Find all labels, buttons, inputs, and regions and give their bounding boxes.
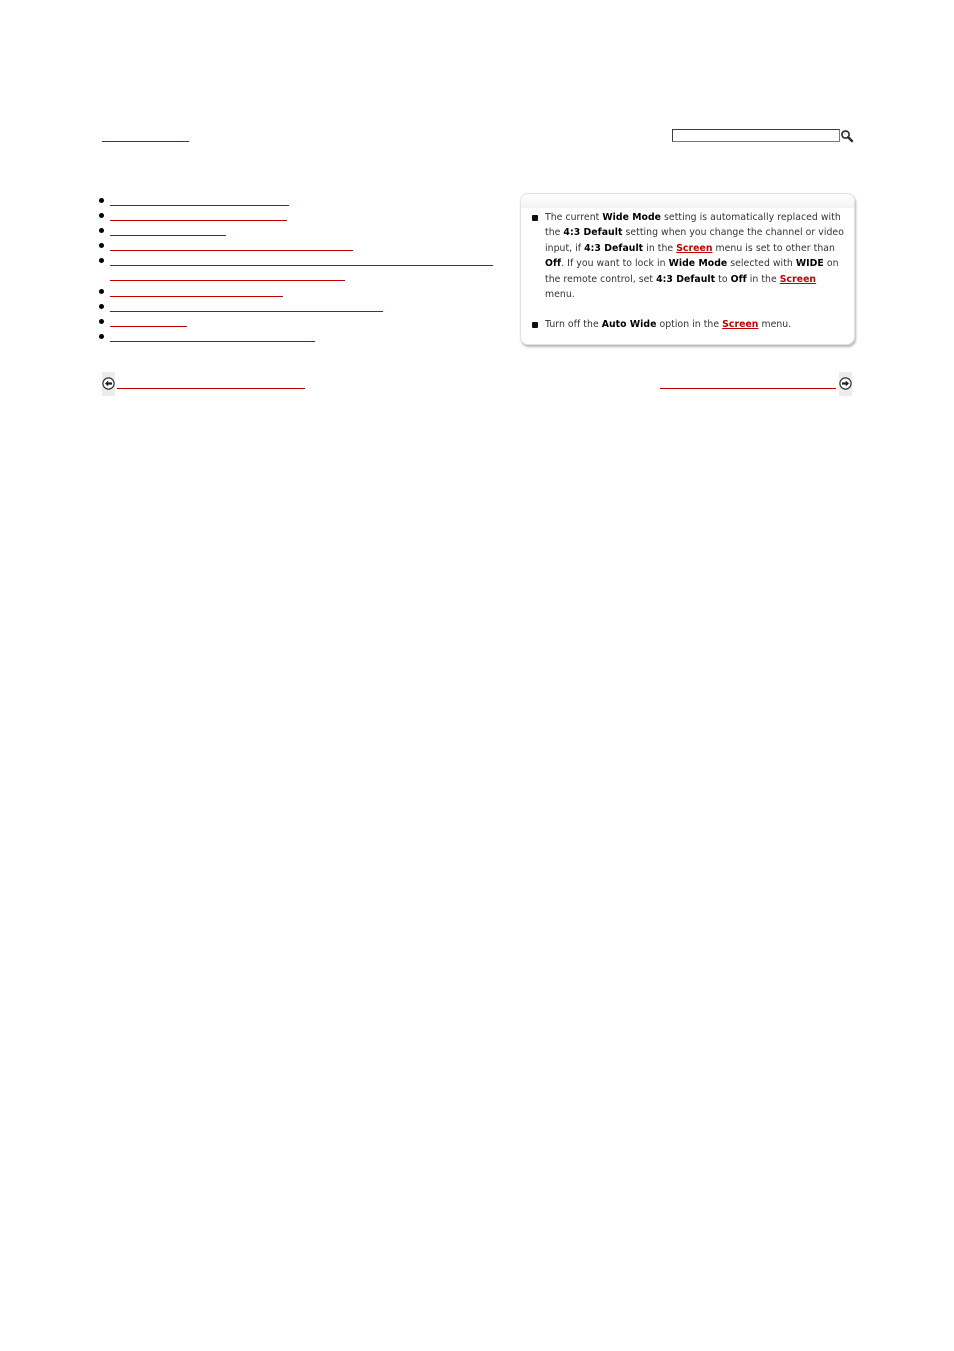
tip-item [545,317,845,332]
list-item [97,300,493,315]
related-link[interactable] [110,254,493,266]
tip-box-header [521,194,854,208]
tip-bold: 4:3 Default [563,227,623,239]
related-link-line2[interactable] [110,266,345,281]
tip-text: to [715,273,731,285]
related-link[interactable] [110,209,287,221]
list-item [97,285,493,300]
tip-bold: Off [545,258,562,270]
list-item [97,330,493,345]
bullet-icon [99,258,104,263]
list-item [97,239,493,254]
next-page-link[interactable] [660,376,836,389]
arrow-left-circle-icon [102,377,115,390]
related-links-list [97,194,493,345]
list-item [97,315,493,330]
tip-bold: 4:3 Default [584,242,644,254]
related-link[interactable] [110,330,315,342]
tip-text: Turn off the [545,319,602,330]
prev-page-link[interactable] [117,376,305,389]
related-link[interactable] [110,194,289,206]
list-item [97,209,493,224]
tip-text: setting is automatically replaced with the [545,212,841,239]
screen-menu-link[interactable]: Screen [779,273,817,285]
search-input[interactable] [672,129,840,142]
tip-item [545,210,845,302]
bullet-icon [99,198,104,203]
arrow-right-circle-icon [839,377,852,390]
tip-text: . If you want to lock in [561,258,669,270]
tip-bold: Wide Mode [602,212,662,223]
related-link[interactable] [110,315,187,327]
magnifier-icon [840,129,854,143]
tip-text: menu is set to other than [712,242,835,254]
tip-text: selected with [727,258,796,270]
bullet-icon [99,319,104,324]
bullet-icon [99,228,104,233]
bullet-icon [99,213,104,218]
tip-text: option in the [656,319,723,330]
search-button[interactable] [840,128,854,142]
tip-text: on the remote control, set [545,258,839,285]
related-link[interactable] [110,239,353,251]
tip-text: in the [643,242,677,254]
bullet-icon [99,334,104,339]
screen-menu-link[interactable]: Screen [722,319,759,330]
tip-bold: Auto Wide [601,319,657,330]
top-link[interactable] [102,128,189,142]
screen-menu-link[interactable]: Screen [676,242,713,254]
tip-text: setting when you change the channel or video input, if [545,227,844,254]
tip-text: The current [545,212,603,223]
tip-bold: Wide Mode [668,258,728,270]
next-page-button[interactable] [839,372,852,396]
tip-bold: 4:3 Default [656,273,716,285]
prev-page-button[interactable] [102,372,115,396]
square-bullet-icon [532,322,538,328]
tip-box [520,193,855,345]
list-item [97,224,493,239]
related-link[interactable] [110,300,383,312]
bullet-icon [99,304,104,309]
tip-bold: WIDE [795,258,824,270]
tip-text: menu. [758,319,792,330]
related-link[interactable] [110,224,226,236]
bullet-icon [99,289,104,294]
tip-text: menu. [545,289,575,301]
list-item [97,254,493,285]
tip-bold: Off [730,273,747,285]
list-item [97,194,493,209]
square-bullet-icon [532,215,538,221]
bullet-icon [99,243,104,248]
tip-text: in the [746,273,780,285]
related-link[interactable] [110,285,283,297]
